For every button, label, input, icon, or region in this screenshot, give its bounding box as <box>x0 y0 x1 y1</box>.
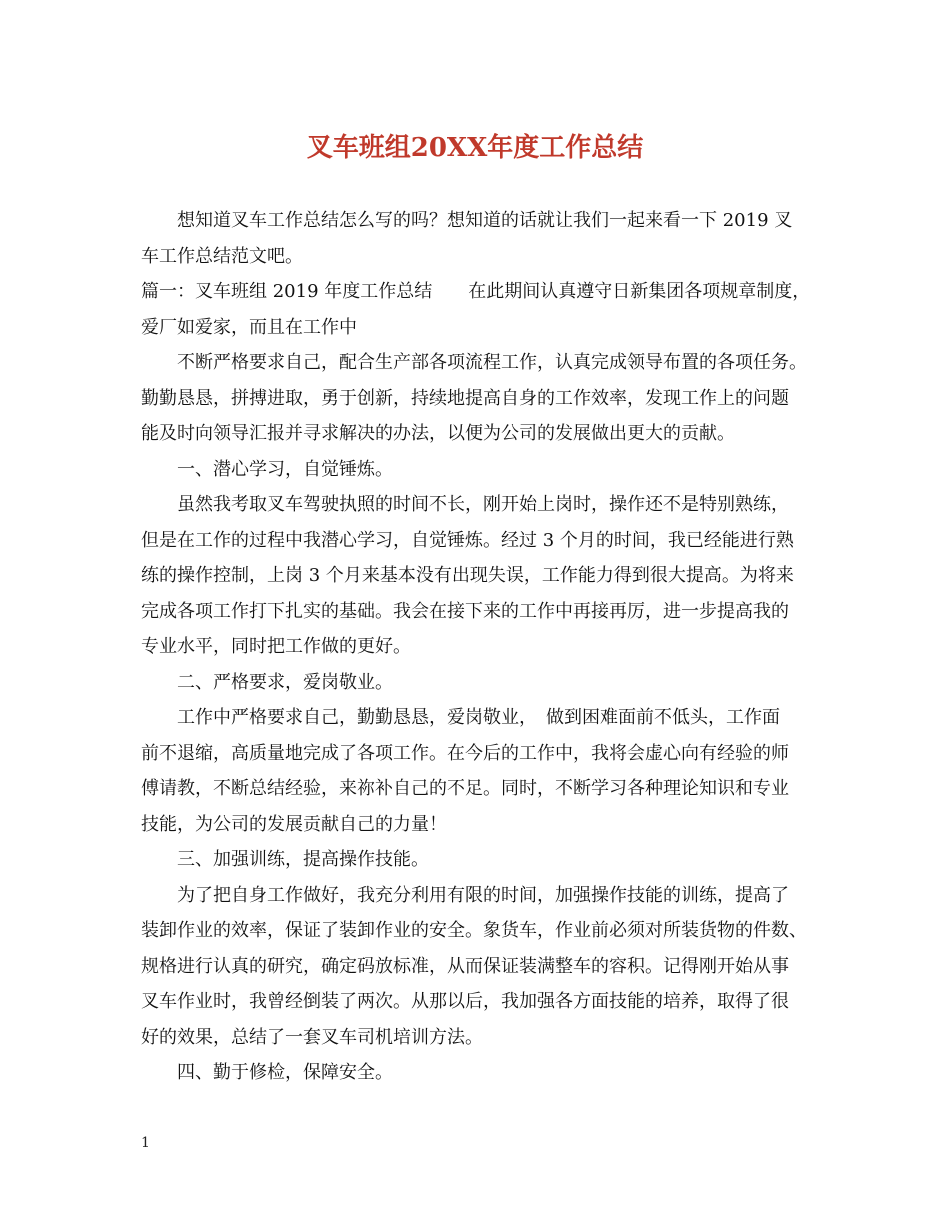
body-line: 叉车作业时，我曾经倒装了两次。从那以后，我加强各方面技能的培养，取得了很 <box>141 991 789 1012</box>
body-line: 练的操作控制，上岗 3 个月来基本没有出现失误，工作能力得到很大提高。为将来 <box>141 565 794 586</box>
body-line: 但是在工作的过程中我潜心学习，自觉锤炼。经过 3 个月的时间，我已经能进行熟 <box>141 529 794 551</box>
body-line: 虽然我考取叉车驾驶执照的时间不长，刚开始上岗时，操作还不是特别熟练， <box>177 494 789 515</box>
body-line: 专业水平，同时把工作做的更好。 <box>141 636 411 657</box>
body-line: 为了把自身工作做好，我充分利用有限的时间，加强操作技能的训练，提高了 <box>177 884 789 906</box>
body-line: 规格进行认真的研究，确定码放标准，从而保证装满整车的容积。记得刚开始从事 <box>141 955 789 977</box>
body-line: 装卸作业的效率，保证了装卸作业的安全。象货车，作业前必须对所装货物的件数、 <box>141 920 807 941</box>
body-line: 能及时向领导汇报并寻求解决的办法，以便为公司的发展做出更大的贡献。 <box>141 423 735 444</box>
body-line: 勤勤恳恳，拼搏进取，勇于创新，持续地提高自身的工作效率，发现工作上的问题 <box>141 387 789 409</box>
document-title: 叉车班组20XX年度工作总结 <box>306 133 644 163</box>
section-heading: 四、勤于修检，保障安全。 <box>177 1062 393 1083</box>
section-heading: 二、严格要求，爱岗敬业。 <box>177 671 393 693</box>
body-line: 爱厂如爱家，而且在工作中 <box>141 316 357 338</box>
body-line: 完成各项工作打下扎实的基础。我会在接下来的工作中再接再厉，进一步提高我的 <box>141 600 789 622</box>
section-heading: 一、潜心学习，自觉锤炼。 <box>177 458 393 480</box>
body-line: 好的效果，总结了一套叉车司机培训方法。 <box>141 1026 483 1048</box>
body-line: 想知道叉车工作总结怎么写的吗？想知道的话就让我们一起来看一下 2019 叉 <box>177 210 793 231</box>
document-body <box>141 203 813 1091</box>
body-line: 车工作总结范文吧。 <box>141 245 303 267</box>
body-line: 篇一：叉车班组 2019 年度工作总结 在此期间认真遵守日新集团各项规章制度， <box>141 281 811 302</box>
body-line: 前不退缩，高质量地完成了各项工作。在今后的工作中，我将会虚心向有经验的师 <box>141 742 789 764</box>
section-heading: 三、加强训练，提高操作技能。 <box>177 849 429 870</box>
body-line: 工作中严格要求自己，勤勤恳恳，爱岗敬业， 做到困难面前不低头，工作面 <box>177 707 780 728</box>
body-line: 傅请教，不断总结经验，来祢补自己的不足。同时，不断学习各种理论知识和专业 <box>141 778 789 799</box>
page-number: 1 <box>141 1135 150 1151</box>
body-line: 不断严格要求自己，配合生产部各项流程工作，认真完成领导布置的各项任务。 <box>177 352 807 373</box>
body-line: 技能，为公司的发展贡献自己的力量！ <box>141 813 447 835</box>
